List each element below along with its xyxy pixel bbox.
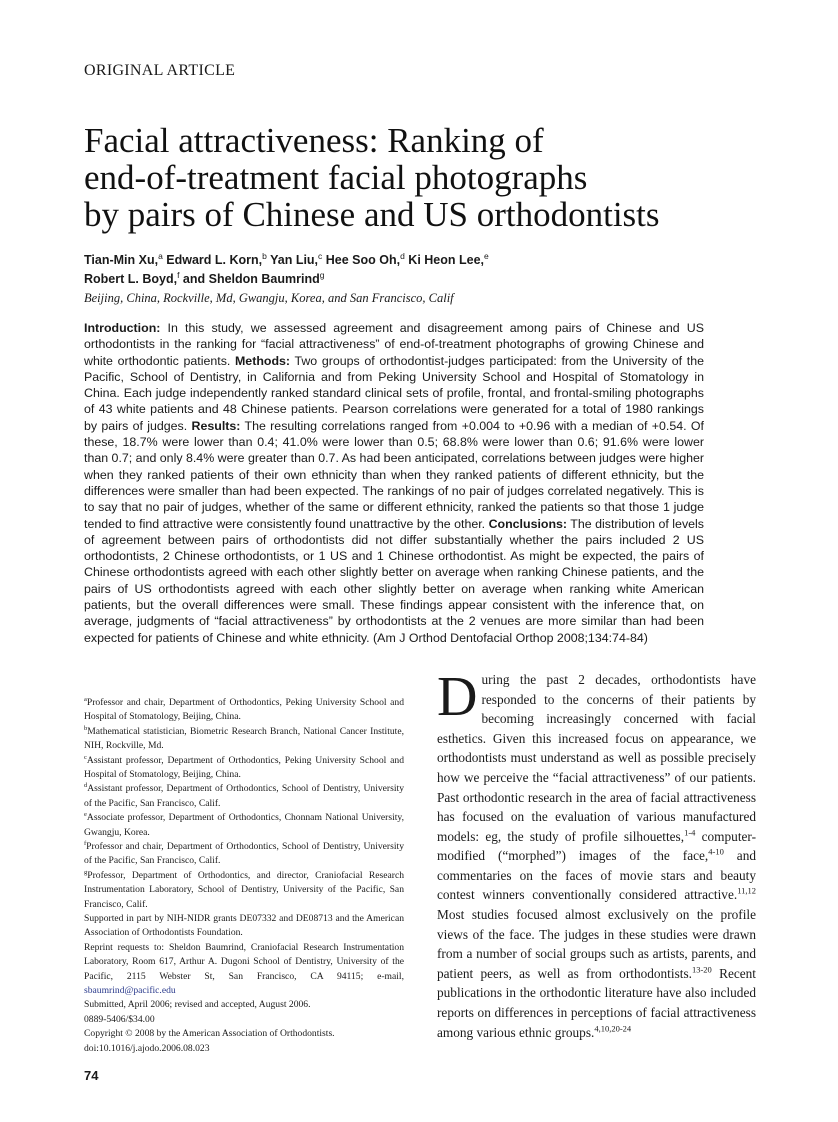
abstract-label: Results: — [191, 418, 241, 433]
affiliation-footnote: $^a$Professor and chair, Department of Orthodontics, Peking University School and Hospital of Stomatology, Beijing, China. — [84, 695, 404, 723]
title-line: end-of-treatment facial photographs — [84, 158, 588, 197]
body-text — [437, 665, 757, 1042]
abstract-text: The resulting correlations ranged from +0.004 to +0.96 with a median of +0.54. Of these, 18.7% were lower than 0.4; 41.0% were lower than 0.5; 68.8% were lower than 0.6; 91.6% were lower than 0.7; and only 8.4% were greater than 0.7. As had been anticipated, correlations between judges were higher when they ranked patients of their own ethnicity than when they ranked patients of different ethnicity, but the differences were smaller than had been expected. The rankings of no pair of judges correlated negatively. This is to say that no pair of judges, whether of the same or different ethnicity, ranked the patients so that those 1 judge tended to find attractive were consistently found unattractive by the other. — [84, 418, 704, 531]
submitted-note: Submitted, April 2006; revised and accepted, August 2006. — [84, 999, 311, 1011]
abstract-text: Two groups of orthodontist-judges participated: from the University of the Pacific, School of Dentistry, in California and from Peking University School and Hospital of Stomatology in China. Each judge independently ranked standard clinical sets of profile, frontal, and frontal-smiling photographs of 43 white patients and 48 Chinese patients. Pearson correlations were generated for a total of 1980 rankings by pairs of judges. — [84, 353, 704, 433]
support-note: Supported in part by NIH-NIDR grants DE07332 and DE08713 and the American Association of Orthodontists Foundation. — [84, 913, 404, 939]
doi[interactable]: doi:10.1016/j.ajodo.2006.08.023 — [84, 1042, 210, 1054]
title-line: Facial attractiveness: Ranking of — [84, 121, 544, 160]
author: and Sheldon Baumrind$^g$ — [179, 269, 325, 286]
body-segment: uring the past 2 decades, orthodontists have responded to the concerns of their patients by becoming increasingly concerned with facial esthetics. Given this increased focus on appearance, we orthodontists must understand as well as possible precisely how we perceive the “facial attractiveness” of our patients. Past orthodontic research in the area of facial attractiveness has focused on the evaluation of various manufactured models: eg, the study of profile silhouettes, — [437, 671, 756, 844]
article-type-header: ORIGINAL ARTICLE — [84, 62, 236, 79]
author: Tian-Min Xu,$^a$ — [84, 250, 163, 267]
copyright: Copyright © 2008 by the American Association of Orthodontists. — [84, 1028, 335, 1040]
abstract-label: Methods: — [234, 353, 291, 368]
body-segment: Most studies focused almost exclusively on the profile views of the face. The judges in these studies were drawn from a number of social groups such as artists, parents, and patient peers, as well as from orthodontists. — [437, 907, 756, 981]
abstract-label: Conclusions: — [488, 516, 568, 531]
affiliation-footnote: $^c$Assistant professor, Department of Orthodontics, Peking University School and Hospital of Stomatology, Beijing, China. — [84, 753, 404, 780]
body-segment: and commentaries on the faces of movie stars and beauty contest winners conventionally considered attractive. — [437, 848, 756, 903]
reprint-note: Reprint requests to: Sheldon Baumrind, Craniofacial Research Instrumentation Laboratory, Room 617, Arthur A. Dugoni School of Dentistry, University of the Pacific, 2115 Webster St, San Francisco, CA 94115; e-mail, sbaumrind@pacific.edu — [84, 941, 404, 997]
citation[interactable]: 11,12 — [737, 886, 756, 897]
page-number: 74 — [84, 1068, 99, 1084]
author: Robert L. Boyd,$^f$ — [84, 269, 180, 286]
citation[interactable]: 4,10,20-24 — [594, 1023, 632, 1034]
author: Ki Heon Lee,$^e$ — [404, 250, 489, 267]
abstract-label: Introduction: — [84, 321, 161, 335]
author: Edward L. Korn,$^b$ — [162, 250, 267, 267]
left-column — [84, 696, 404, 1084]
citation[interactable]: 13-20 — [691, 964, 712, 975]
author: Yan Liu,$^c$ — [266, 250, 323, 267]
issn: 0889-5406/$34.00 — [84, 1013, 155, 1025]
affiliation-footnote: $^d$Assistant professor, Department of Orthodontics, School of Dentistry, University of the Pacific, San Francisco, Calif. — [84, 782, 404, 809]
author-locations: Beijing, China, Rockville, Md, Gwangju, Korea, and San Francisco, Calif — [84, 291, 454, 305]
author-list — [84, 251, 838, 289]
citation[interactable]: 4-10 — [708, 846, 724, 857]
citation[interactable]: 1-4 — [684, 827, 696, 838]
affiliation-footnote: $^e$Associate professor, Department of Orthodontics, Chonnam National University, Gwangju, Korea. — [84, 811, 404, 838]
two-column-area — [84, 665, 757, 1084]
abstract — [84, 320, 704, 646]
footnotes — [84, 696, 404, 1056]
abstract-text: The distribution of levels of agreement between pairs of orthodontists did not differ substantially whether the pairs included 2 US orthodontists, 2 Chinese orthodontists, or 1 US and 1 Chinese orthodontist. As might be expected, the pairs of Chinese orthodontists agreed with each other slightly better on average when ranking Chinese patients, and the pairs of US orthodontists agreed with each other slightly better on average when ranking white American patients, but the overall differences were small. These findings appear consistent with the inference that, on average, judgments of “facial attractiveness” by orthodontists at the 2 venues are more similar than had been expected for patients of Chinese and white ethnicity. (Am J Orthod Dentofacial Orthop 2008;134:74-84) — [84, 516, 704, 645]
affiliation-footnote: $^f$Professor and chair, Department of Orthodontics, School of Dentistry, University of the Pacific, San Francisco, Calif. — [84, 839, 404, 867]
affiliation-footnote: $^b$Mathematical statistician, Biometric Research Branch, National Cancer Institute, NIH, Rockville, Md. — [84, 724, 404, 752]
body-segment: computer-modified (“morphed”) images of the face, — [437, 828, 756, 864]
body-segment: Recent publications in the orthodontic literature have also included reports on differences in perceptions of facial attractiveness among various ethnic groups. — [437, 965, 757, 1040]
abstract-text: In this study, we assessed agreement and disagreement among pairs of Chinese and US orthodontists in the ranking for “facial attractiveness” of end-of-treatment photographs of growing Chinese and white orthodontic patients. — [84, 321, 704, 368]
article-title — [84, 122, 784, 233]
email-link[interactable]: sbaumrind@pacific.edu — [84, 985, 176, 997]
author: Hee Soo Oh,$^d$ — [322, 250, 405, 267]
title-line: by pairs of Chinese and US orthodontists — [84, 195, 660, 234]
affiliation-footnote: $^g$Professor, Department of Orthodontics, and director, Craniofacial Research Instrumentation Laboratory, School of Dentistry, University of the Pacific, San Francisco, Calif. — [84, 868, 404, 910]
drop-cap: D — [437, 665, 478, 728]
